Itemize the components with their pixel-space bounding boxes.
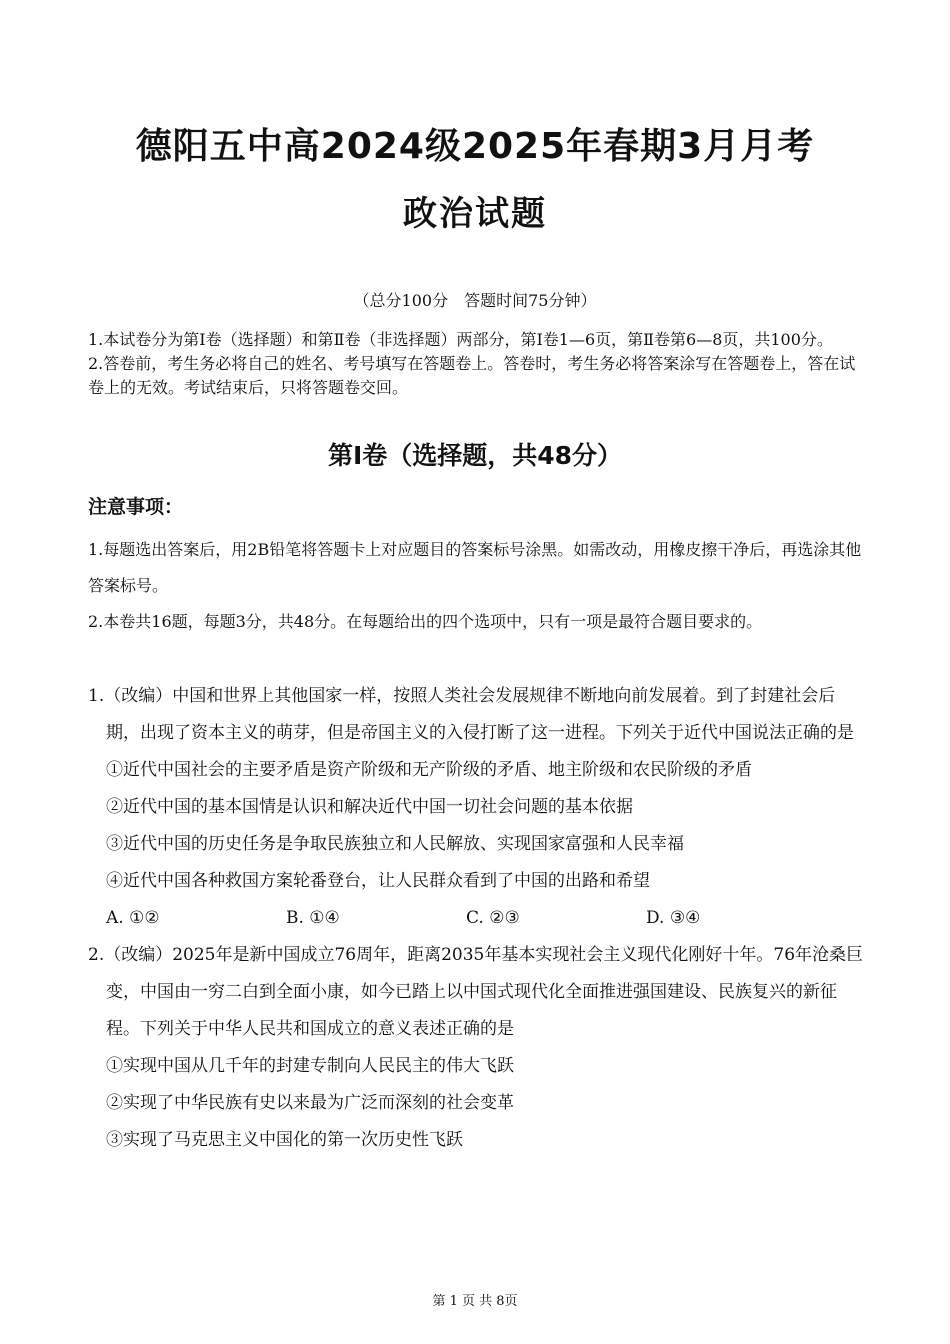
questions — [88, 678, 868, 1159]
note-item: 1.每题选出答案后，用2B铅笔将答题卡上对应题目的答案标号涂黑。如需改动，用橡皮擦干净后，再选涂其他答案标号。 — [88, 540, 862, 595]
note-item: 2.本卷共16题，每题3分，共48分。在每题给出的四个选项中，只有一项是最符合题目要求的。 — [88, 612, 763, 631]
section-title: 第Ⅰ卷（选择题，共48分） — [327, 441, 623, 470]
statement: ②近代中国的基本国情是认识和解决近代中国一切社会问题的基本依据 — [106, 797, 633, 817]
option-c: C. ②③ — [466, 908, 520, 928]
option-b: B. ①④ — [286, 908, 340, 928]
question-1 — [88, 678, 868, 937]
statement: ②实现了中华民族有史以来最为广泛而深刻的社会变革 — [106, 1093, 514, 1113]
exam-subject: 政治试题 — [403, 194, 547, 234]
question-stem: 2.（改编）2025年是新中国成立76周年，距离2035年基本实现社会主义现代化刚好十年。76年沧桑巨变，中国由一穷二白到全面小康，如今已踏上以中国式现代化全面推进强国建设、民族复兴的新征程。下列关于中华人民共和国成立的意义表述正确的是 — [88, 945, 864, 1039]
exam-title: 德阳五中高2024级2025年春期3月月考 — [135, 126, 815, 167]
question-2 — [88, 937, 868, 1159]
instruction-item: 2.答卷前，考生务必将自己的姓名、考号填写在答题卷上。答卷时，考生务必将答案涂写在答题卷上，答在试卷上的无效。考试结束后，只将答题卷交回。 — [88, 354, 856, 397]
notes — [88, 532, 868, 640]
statement: ④近代中国各种救国方案轮番登台，让人民群众看到了中国的出路和希望 — [106, 871, 650, 891]
option-d: D. ③④ — [646, 908, 701, 928]
statement: ①近代中国社会的主要矛盾是资产阶级和无产阶级的矛盾、地主阶级和农民阶级的矛盾 — [106, 760, 752, 780]
exam-meta: （总分100分 答题时间75分钟） — [353, 291, 597, 310]
instruction-item: 1.本试卷分为第Ⅰ卷（选择题）和第Ⅱ卷（非选择题）两部分，第Ⅰ卷1—6页，第Ⅱ卷第6—8页，共100分。 — [88, 330, 833, 349]
notes-heading: 注意事项： — [88, 496, 184, 518]
question-stem: 1.（改编）中国和世界上其他国家一样，按照人类社会发展规律不断地向前发展着。到了封建社会后期，出现了资本主义的萌芽，但是帝国主义的入侵打断了这一进程。下列关于近代中国说法正确的是 — [88, 686, 854, 743]
statement: ③近代中国的历史任务是争取民族独立和人民解放、实现国家富强和人民幸福 — [106, 834, 684, 854]
answer-options — [88, 900, 868, 937]
option-a: A. ①② — [106, 908, 160, 928]
instructions — [88, 328, 868, 400]
statement: ①实现中国从几千年的封建专制向人民民主的伟大飞跃 — [106, 1056, 514, 1076]
page-footer: 第 1 页 共 8页 — [432, 1294, 518, 1309]
statement: ③实现了马克思主义中国化的第一次历史性飞跃 — [106, 1130, 463, 1150]
